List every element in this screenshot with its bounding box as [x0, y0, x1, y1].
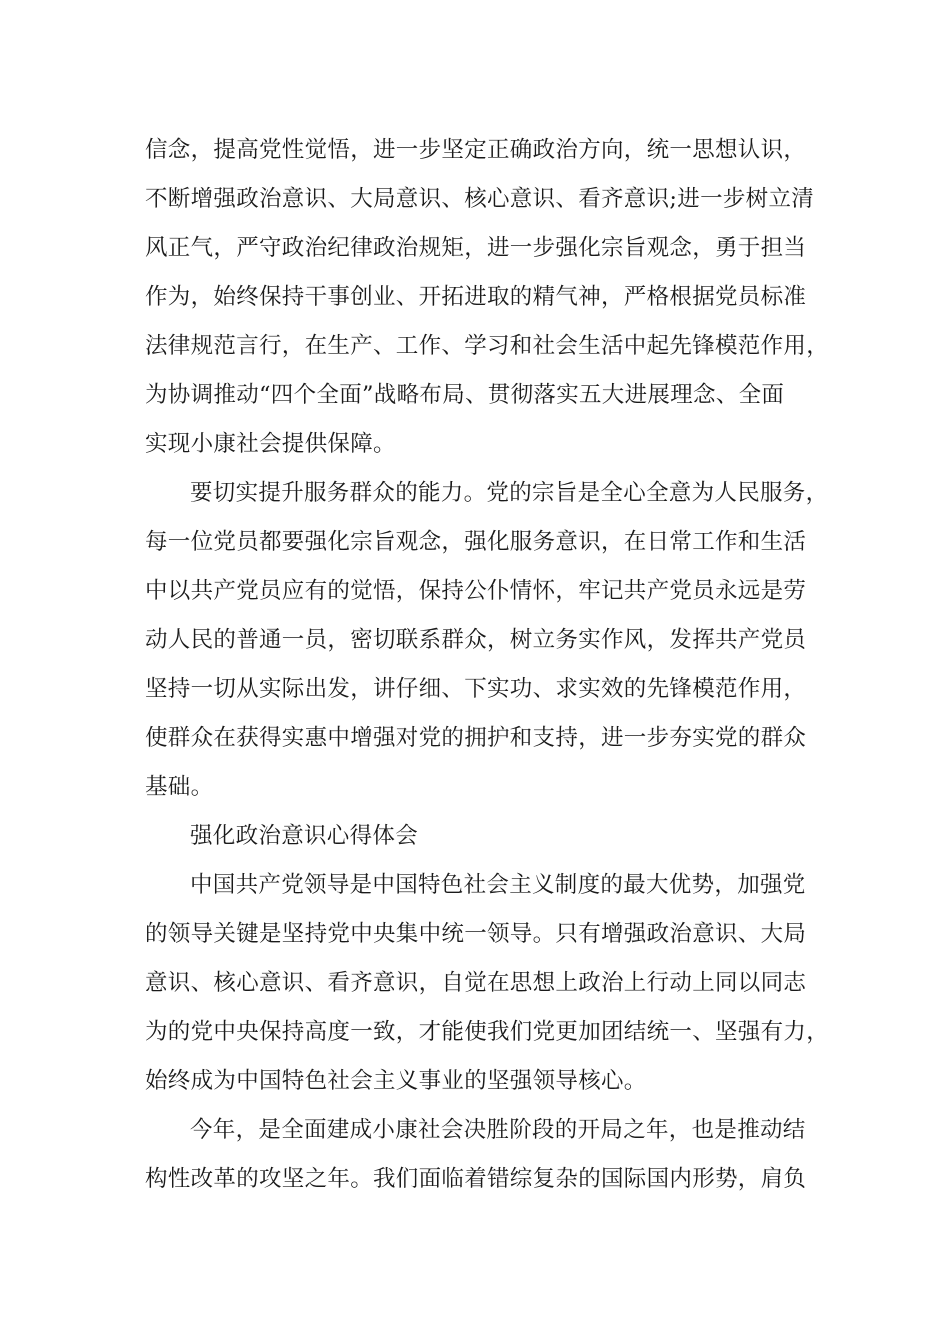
text-line: 法律规范言行，在生产、工作、学习和社会生活中起先锋模范作用，: [145, 333, 830, 359]
paragraph-start-line: 要切实提升服务群众的能力。党的宗旨是全心全意为人民服务，: [190, 480, 829, 506]
text-line: 使群众在获得实惠中增强对党的拥护和支持，进一步夯实党的群众: [145, 725, 807, 751]
text-line: 意识、核心意识、看齐意识，自觉在思想上政治上行动上同以同志: [145, 970, 807, 996]
section-heading: 强化政治意识心得体会: [190, 823, 419, 849]
text-line: 为的党中央保持高度一致，才能使我们党更加团结统一、坚强有力，: [145, 1019, 830, 1045]
text-line: 不断增强政治意识、大局意识、核心意识、看齐意识;进一步树立清: [145, 186, 815, 212]
text-line: 作为，始终保持干事创业、开拓进取的精气神，严格根据党员标准: [145, 284, 807, 310]
text-line: 信念，提高党性觉悟，进一步坚定正确政治方向，统一思想认识，: [145, 137, 807, 163]
paragraph-start-line: 今年，是全面建成小康社会决胜阶段的开局之年，也是推动结: [190, 1117, 806, 1143]
text-line: 动人民的普通一员，密切联系群众，树立务实作风，发挥共产党员: [145, 627, 807, 653]
text-line: 构性改革的攻坚之年。我们面临着错综复杂的国际国内形势，肩负: [145, 1166, 807, 1192]
text-line: 中以共产党员应有的觉悟，保持公仆情怀，牢记共产党员永远是劳: [145, 578, 807, 604]
text-line: 基础。: [145, 774, 214, 800]
text-line: 的领导关键是坚持党中央集中统一领导。只有增强政治意识、大局: [145, 921, 807, 947]
text-line: 始终成为中国特色社会主义事业的坚强领导核心。: [145, 1068, 647, 1094]
paragraph-start-line: 中国共产党领导是中国特色社会主义制度的最大优势，加强党: [190, 872, 806, 898]
text-line: 坚持一切从实际出发，讲仔细、下实功、求实效的先锋模范作用，: [145, 676, 807, 702]
text-line: 实现小康社会提供保障。: [145, 431, 396, 457]
text-line: 为协调推动“四个全面”战略布局、贯彻落实五大进展理念、全面: [145, 382, 785, 408]
text-line: 每一位党员都要强化宗旨观念，强化服务意识，在日常工作和生活: [145, 529, 807, 555]
text-line: 风正气，严守政治纪律政治规矩，进一步强化宗旨观念，勇于担当: [145, 235, 807, 261]
